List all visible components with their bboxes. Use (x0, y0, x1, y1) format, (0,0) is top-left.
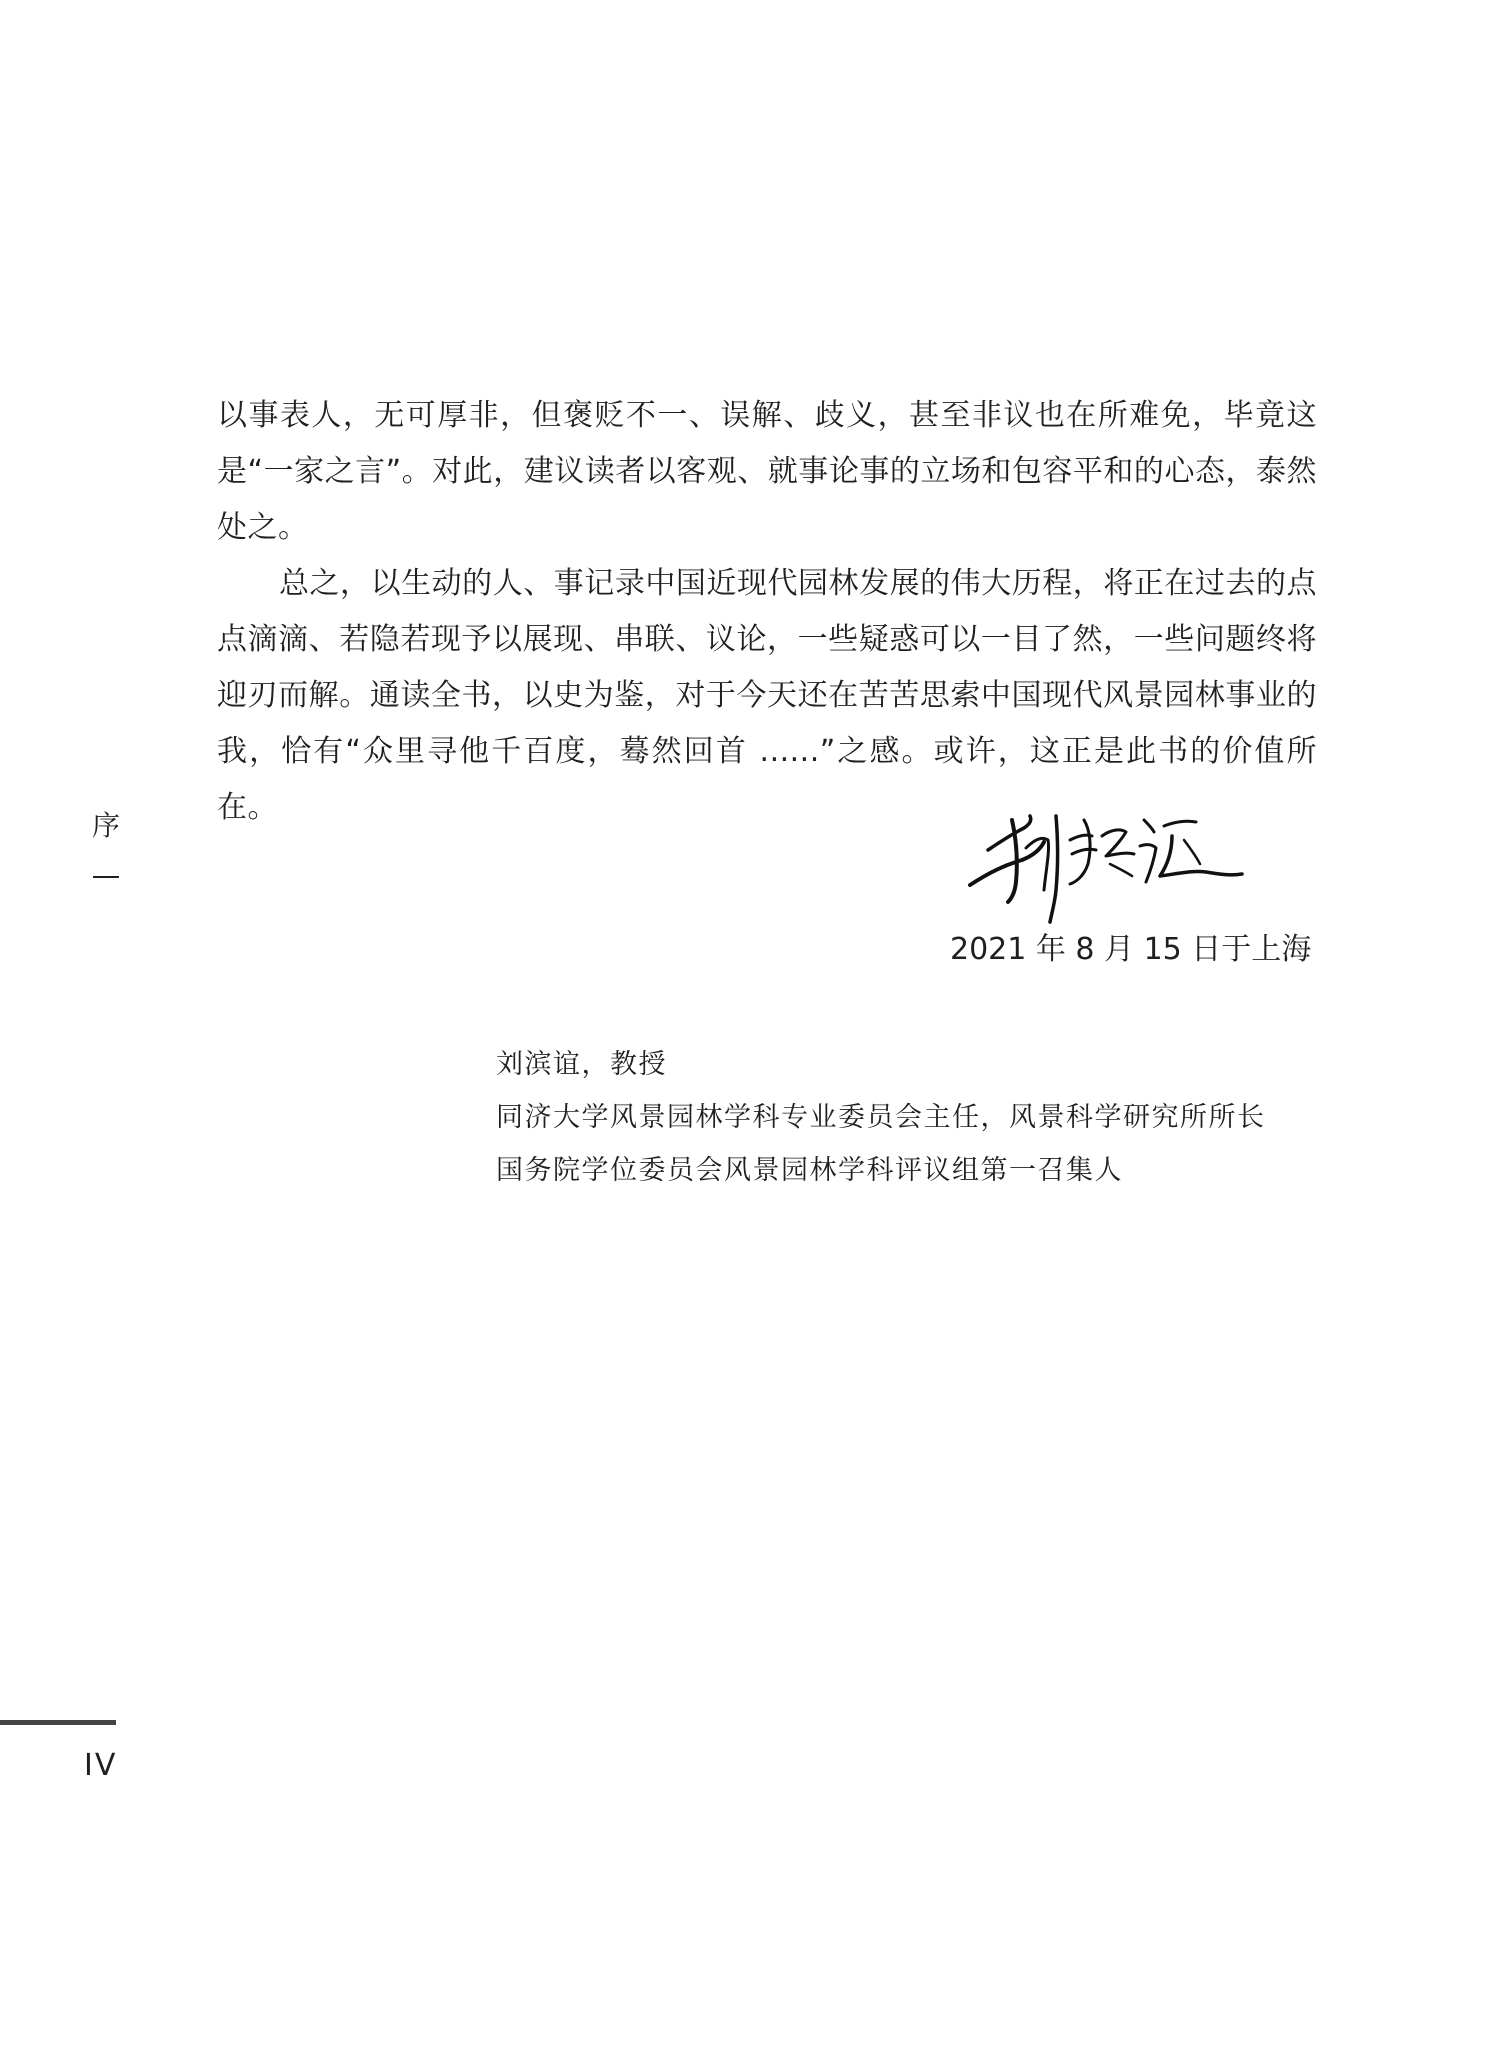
paragraph-2: 总之，以生动的人、事记录中国近现代园林发展的伟大历程，将正在过去的点点滴滴、若隐若现予以展现、串联、议论，一些疑惑可以一目了然，一些问题终将迎刃而解。通读全书，以史为鉴，对于今天还在苦苦思索中国现代风景园林事业的我，恰有“众里寻他千百度，蓦然回首 ......”之感。或许，这正是此书的价值所在。 (217, 566, 1317, 825)
footer-rule (0, 1720, 116, 1725)
body-text (217, 388, 1317, 836)
date-line: 2021 年 8 月 15 日于上海 (950, 932, 1312, 967)
handwritten-signature (960, 790, 1250, 925)
author-block (496, 1038, 1336, 1197)
section-mark (86, 806, 126, 878)
paragraph-1: 以事表人，无可厚非，但褒贬不一、误解、歧义，甚至非议也在所难免，毕竟这是“一家之言”。对此，建议读者以客观、就事论事的立场和包容平和的心态，泰然处之。 (217, 398, 1317, 545)
section-mark-label: 序 (91, 809, 120, 842)
author-title-line-2: 国务院学位委员会风景园林学科评议组第一召集人 (496, 1155, 1123, 1186)
author-name-line: 刘滨谊，教授 (496, 1049, 667, 1080)
page-number: IV (84, 1748, 118, 1783)
section-mark-dash (93, 876, 119, 878)
author-title-line-1: 同济大学风景园林学科专业委员会主任，风景科学研究所所长 (496, 1102, 1266, 1133)
